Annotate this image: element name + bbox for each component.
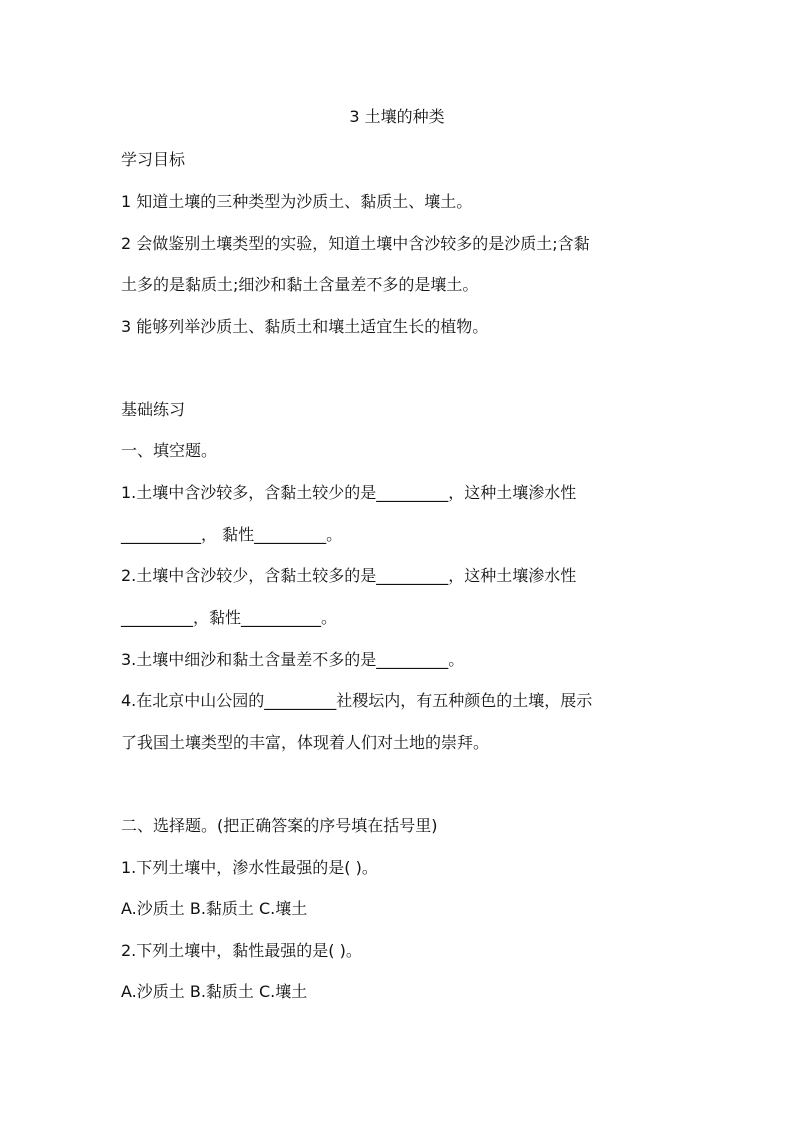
objective-item-3: 3 能够列举沙质土、黏质土和壤土适宜生长的植物。 [121,317,489,336]
objectives-heading: 学习目标 [121,150,186,169]
fill-question-1-line-1: 1.土壤中含沙较多，含黏土较少的是_________，这种土壤渗水性 [121,483,577,502]
choice-question-2: 2.下列土壤中，黏性最强的是( )。 [121,941,362,960]
fill-in-heading: 一、填空题。 [121,441,218,460]
fill-question-3: 3.土壤中细沙和黏土含量差不多的是_________。 [121,650,465,669]
choice-question-1-options: A.沙质土 B.黏质土 C.壤土 [121,899,308,918]
objective-item-2-line-1: 2 会做鉴别土壤类型的实验，知道土壤中含沙较多的是沙质土;含黏 [121,234,590,253]
choice-question-1: 1.下列土壤中，渗水性最强的是( )。 [121,858,378,877]
objective-item-2-line-2: 土多的是黏质土;细沙和黏土含量差不多的是壤土。 [121,275,479,294]
practice-heading: 基础练习 [121,400,186,419]
fill-question-2-line-2: _________，黏性__________。 [121,608,338,627]
objective-item-1: 1 知道土壤的三种类型为沙质土、黏质土、壤土。 [121,192,473,211]
choice-question-2-options: A.沙质土 B.黏质土 C.壤土 [121,982,308,1001]
fill-question-4-line-1: 4.在北京中山公园的_________社稷坛内，有五种颜色的土壤，展示 [121,691,593,710]
choice-heading: 二、选择题。(把正确答案的序号填在括号里) [121,816,438,835]
fill-question-2-line-1: 2.土壤中含沙较少，含黏土较多的是_________，这种土壤渗水性 [121,566,577,585]
fill-question-1-line-2: __________， 黏性_________。 [121,525,343,544]
fill-question-4-line-2: 了我国土壤类型的丰富，体现着人们对土地的崇拜。 [121,733,490,752]
page-title: 3 土壤的种类 [349,107,445,126]
